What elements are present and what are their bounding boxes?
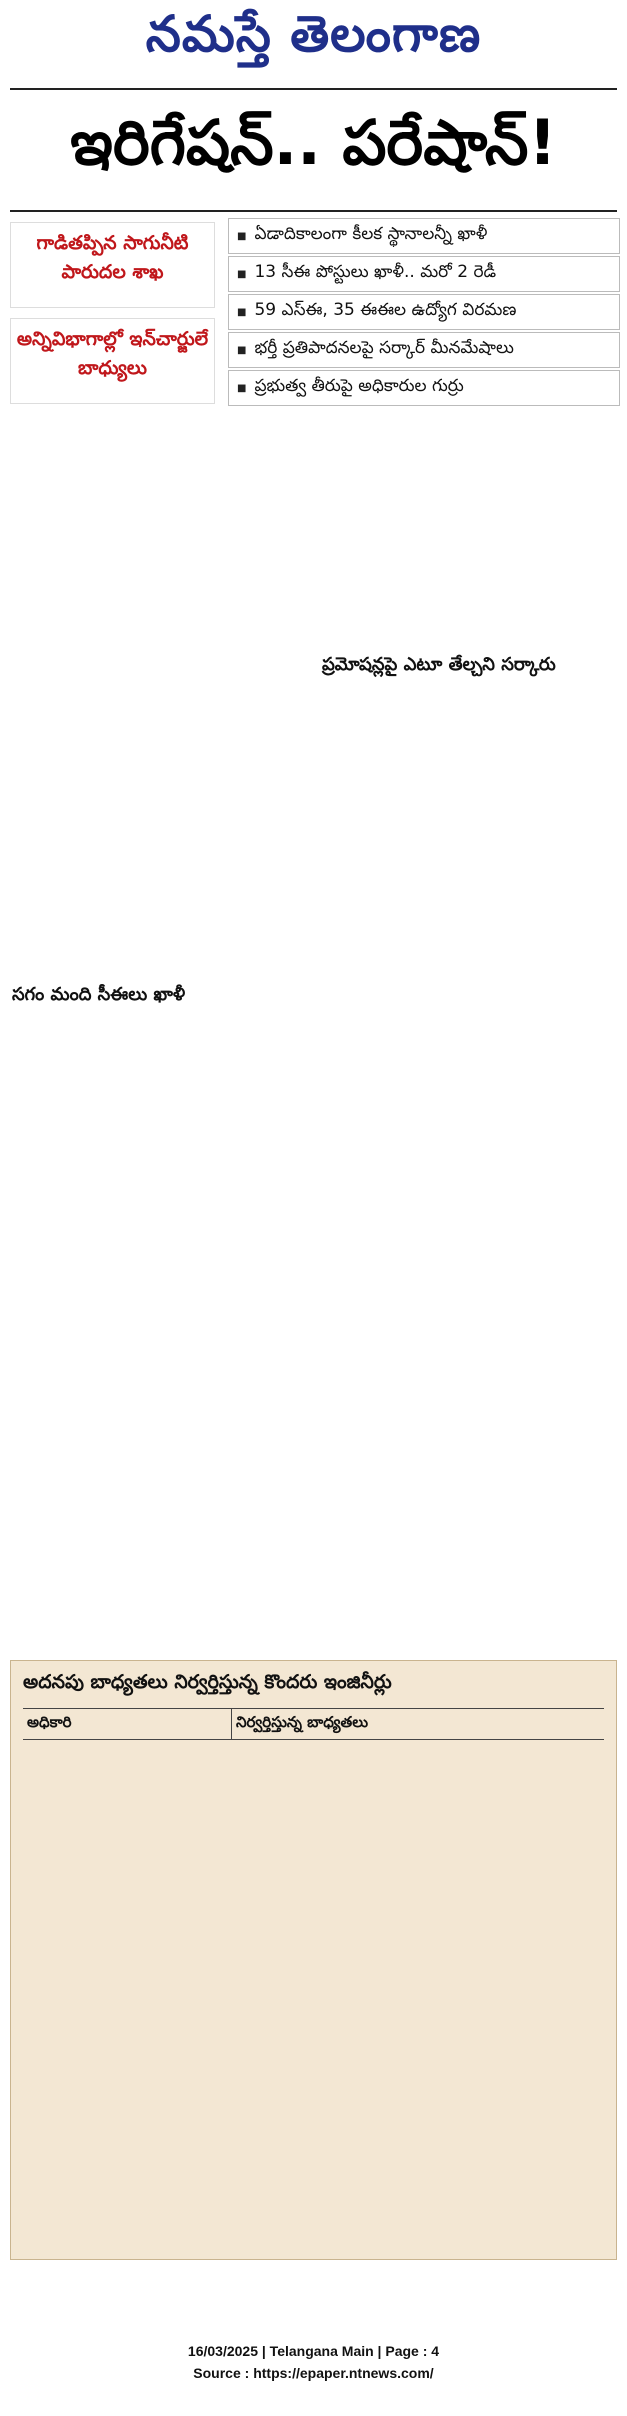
footer-source-line: Source : https://epaper.ntnews.com/ [193,2365,434,2382]
side-label: అన్నివిభాగాల్లో ఇన్‌చార్జులే బాధ్యులు [10,318,215,404]
page-footer [0,2340,627,2385]
responsibilities-table [10,1660,617,2260]
masthead-title: నమస్తే తెలంగాణ [145,4,482,63]
table-title: అదనపు బాధ్యతలు నిర్వర్తిస్తున్న కొందరు ఇంజినీర్లు [23,1671,392,1693]
headline [10,88,617,212]
bullet-item: ■ ఏడాదికాలంగా కీలక స్థానాలన్నీ ఖాళీ [228,218,620,254]
article-column-right [322,418,612,1648]
bullet-item: ■ భర్తీ ప్రతిపాదనలపై సర్కార్ మీనమేషాలు [228,332,620,368]
table-header-cell: అధికారి [27,1713,72,1731]
section-heading: సగం మంది సీఈలు ఖాళీ [12,984,186,1005]
footer-date-line: 16/03/2025 | Telangana Main | Page : 4 [187,2343,440,2359]
article-body [12,418,615,1648]
table-header-cell: నిర్వర్తిస్తున్న బాధ్యతలు [231,1709,604,1739]
side-label: గాడితప్పిన సాగునీటి పారుదల శాఖ [10,222,215,308]
article-column-left [12,418,302,1648]
table-header-row [23,1708,604,1740]
bullet-item: ■ ప్రభుత్వ తీరుపై అధికారుల గుర్రు [228,370,620,406]
masthead [0,0,627,80]
section-heading: ప్రమోషన్లపై ఎటూ తేల్చని సర్కారు [322,654,556,675]
bullet-item: ■ 13 సీఈ పోస్టులు ఖాళీ.. మరో 2 రెడీ [228,256,620,292]
bullet-item: ■ 59 ఎస్ఈ, 35 ఈఈల ఉద్యోగ విరమణ [228,294,620,330]
headline-text: ఇరిగేషన్.. పరేషాన్! [70,106,557,179]
bullet-list [228,218,620,408]
